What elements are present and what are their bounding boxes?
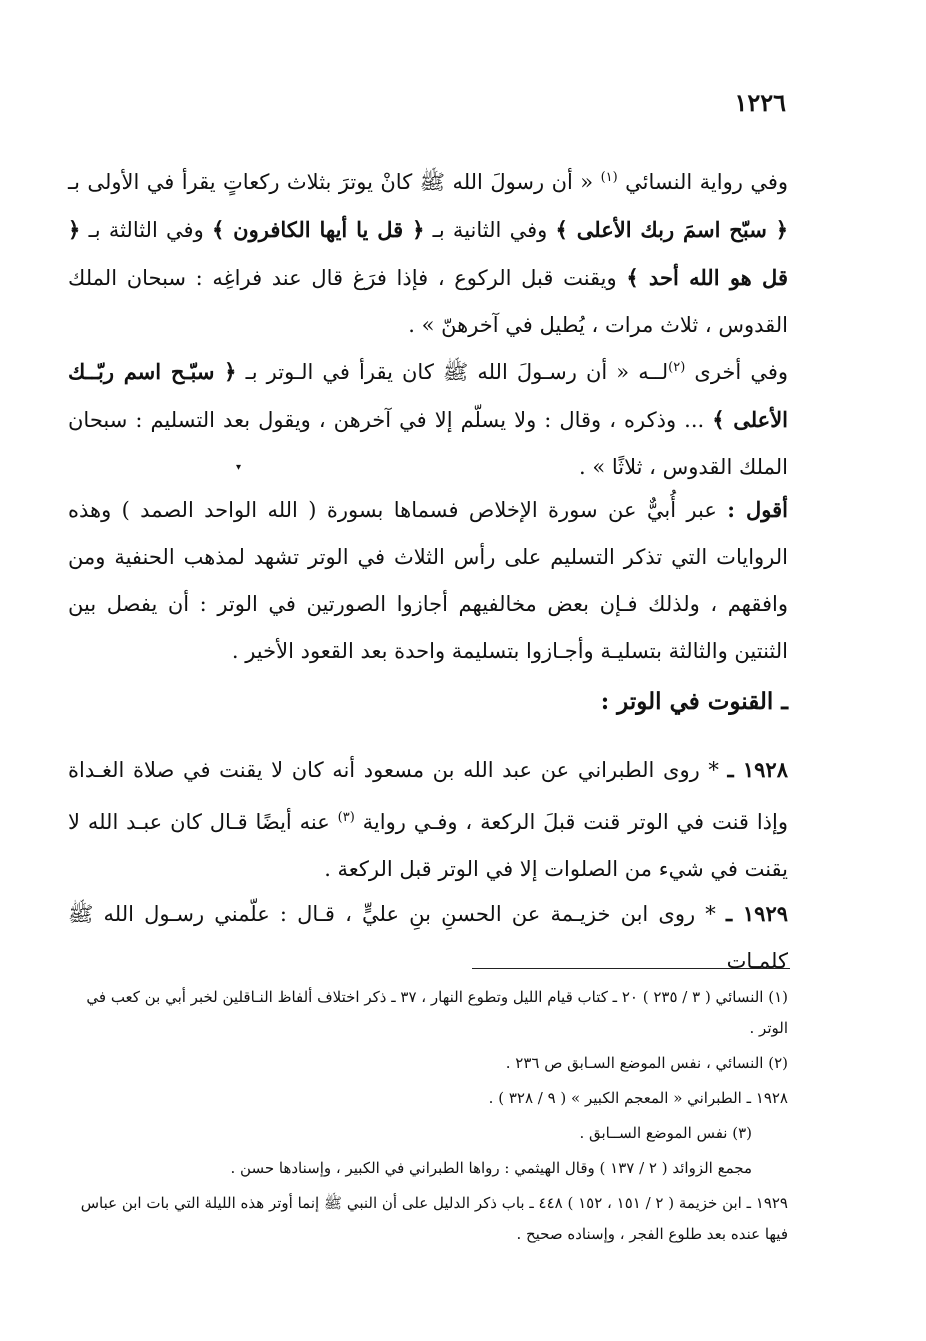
- surah-al-ala: ﴿ سبّـح اسم ربّــك الأعلى ﴾: [68, 359, 789, 432]
- footnote-2: (٢) النسائي ، نفس الموضع السـابق ص ٢٣٦ .: [505, 1054, 788, 1072]
- hadith-1928: [68, 746, 788, 893]
- paragraph-author-comment: [68, 486, 788, 675]
- footnote-ref-1: (١): [600, 170, 618, 185]
- paragraph-another-narration: [68, 344, 788, 491]
- text-prefix: وفي رواية النسائي: [617, 170, 788, 194]
- footnote-ref-2: (٢): [668, 360, 686, 375]
- text: وفي الثالثة بـ: [80, 218, 212, 242]
- text: * روى الطبراني عن عبد الله بن مسعود أنه كان لا يقنت في صلاة الغـداة وإذا قنت في الوتر قنت قبلَ الركعة ، وفـي رواية: [68, 758, 788, 834]
- text: ... وذكره ، وقال : ولا يسلّم إلا في آخرهن ، ويقول بعد التسليم : سبحان الملك القدوس ، ثلاثًا » .: [68, 408, 788, 479]
- footnote-1: (١) النسائي ( ٣ / ٢٣٥ ) ٢٠ ـ كتاب قيام الليل وتطوع النهار ، ٣٧ ـ ذكر اختلاف ألفاظ النـاقلين لخبر أبي بن كعب في الوتر .: [86, 988, 788, 1037]
- text: * روى ابن خزيـمة عن الحسنِ بنِ عليٍّ ، قـال : علّمني رسـول الله ﷺ كلمـات: [68, 902, 788, 973]
- text: عنه أيضًا قـال كان عبـد الله لا يقنت في شيء من الصلوات إلا في الوتر قبل الركعة .: [68, 810, 788, 881]
- text: وفي الثانية بـ: [424, 218, 556, 242]
- text: ويقنت قبل الركوع ، فإذا فرَغ قال عند فراغِه : سبحان الملك القدوس ، ثلاث مرات ، يُطيل في آخرهنّ » .: [68, 266, 788, 337]
- footnotes: [78, 982, 788, 1254]
- footnote-1928: ١٩٢٨ ـ الطبراني « المعجم الكبير » ( ٩ / ٣٢٨ ) .: [488, 1089, 788, 1107]
- hadith-number: ١٩٢٨ ـ: [727, 757, 788, 782]
- decorative-dot: ▾: [236, 462, 242, 473]
- paragraph-nasai-narration: [68, 154, 788, 349]
- surah-al-ikhlas: ﴿ قل هو الله أحد ﴾: [68, 217, 788, 290]
- surah-al-kafirun: ﴿ قل يا أيها الكافرون ﴾: [211, 217, 425, 242]
- comment-label: أقول :: [727, 497, 789, 522]
- surah-al-ala: ﴿ سبّح اسمَ ربك الأعلى ﴾: [555, 217, 788, 242]
- hadith-number: ١٩٢٩ ـ: [725, 901, 789, 926]
- section-heading: ـ القنوت في الوتر :: [600, 688, 788, 715]
- footnote-ref-3: (٣): [337, 810, 355, 825]
- text: لــه « أن رسـولَ الله ﷺ كان يقرأ في الـوتر بـ: [236, 360, 669, 384]
- hadith-1929: [68, 890, 788, 985]
- text: عبر أُبيٌّ عن سورة الإخلاص فسماها بسورة ( الله الواحد الصمد ) وهذه الروايات التي تذكر التسليم على رأس الثلاث في الوتر تشهد لمذهب الحنفية ومن وافقهم ، ولذلك فـإن بعض مخالفيهم أجازوا الصورتين في الوتر : أن يفصل بين الثنتين والثالثة بتسليـة وأجـازوا بتسليمة واحدة بعد القعود الأخير .: [68, 498, 788, 663]
- footnote-majma: مجمع الزوائد ( ٢ / ١٣٧ ) وقال الهيثمي : رواها الطبراني في الكبير ، وإسنادها حسن .: [230, 1159, 752, 1177]
- text: « أن رسولَ الله ﷺ كانْ يوترَ بثلاث ركعاتٍ يقرأ في الأولى بـ: [68, 170, 601, 194]
- text-prefix: وفي أخرى: [685, 360, 788, 384]
- footnote-3: (٣) نفس الموضع الســابق .: [579, 1124, 752, 1142]
- footnote-divider: [472, 968, 790, 969]
- footnote-1929: ١٩٢٩ ـ ابن خزيمة ( ٢ / ١٥١ ، ١٥٢ ) ٤٤٨ ـ باب ذكر الدليل على أن النبي ﷺ إنما أوتر هذه الليلة التي بات ابن عباس فيها عنده بعد طلوع الفجر ، وإسناده صحيح .: [80, 1194, 788, 1243]
- page-number: ١٢٢٦: [734, 88, 786, 117]
